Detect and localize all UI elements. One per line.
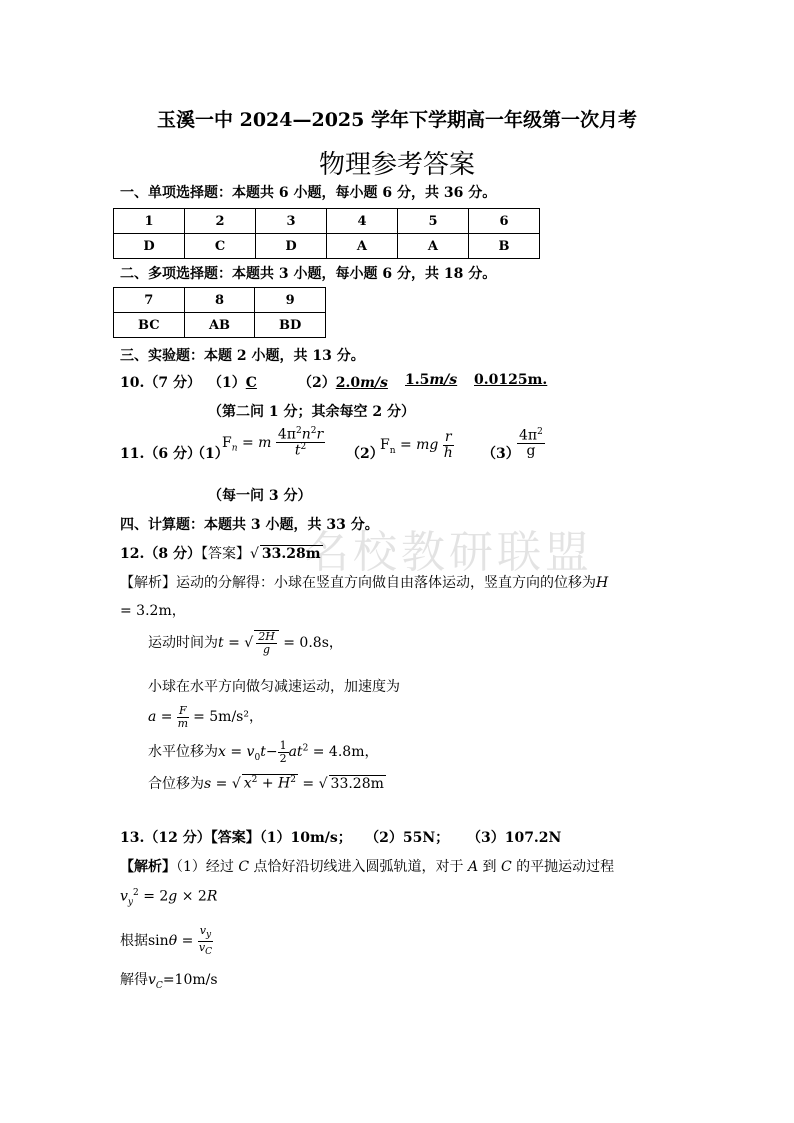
- table-cell: 2: [185, 209, 256, 234]
- q13-analysis-tag: 【解析】: [120, 859, 176, 875]
- q13-answer-tag: 【答案】: [210, 830, 260, 846]
- table-cell: AB: [184, 313, 255, 338]
- table-cell: 8: [184, 288, 255, 313]
- q12-disp-prefix: 水平位移为: [148, 744, 218, 761]
- q13-symbol-C2: C: [501, 859, 512, 875]
- q13-symbol-A: A: [467, 859, 479, 875]
- section2-answer-table: [113, 287, 326, 338]
- q10-answer2-value: 1.5: [405, 372, 430, 388]
- q12-answer-value: 33.28m: [261, 546, 321, 562]
- q13-answer1: （1）10m/s；: [259, 830, 352, 846]
- q10-part2-answer2: [405, 372, 457, 388]
- q11-fraction3: $\frac{4\pi^2}{g}$: [519, 427, 543, 460]
- section1-answer-table: [113, 208, 540, 259]
- q12-displacement-line: 水平位移为$x = v_0t-$ $\frac{1}{2}$ $at^2 = 4.8m$，: [148, 739, 379, 765]
- table-cell: 4: [326, 209, 397, 234]
- q10-part2-answer3: 0.0125m.: [474, 372, 548, 388]
- q13-text-d: 的平抛运动过程: [511, 859, 615, 875]
- q12-total-line: 合位移为s = √ $x^2 + H^2$ = √ 33.28m: [148, 775, 384, 792]
- section4-heading: 四、计算题：本题共 3 小题，共 33 分。: [120, 517, 379, 533]
- q10-part2-answer1: [336, 375, 388, 391]
- q10-part1-label: （1）: [208, 375, 246, 391]
- q13-equation2: 根据sinθ = $\frac{v_y}{v_C}$: [120, 924, 212, 957]
- q11-formula2: $F_n$ = mg $\frac{r}{h}$: [380, 429, 453, 461]
- q12-accel-result: = 5m/s²，: [193, 709, 263, 726]
- q13-solve-value: =10m/s: [162, 972, 218, 988]
- table-cell: 7: [114, 288, 185, 313]
- section3-heading: 三、实验题：本题 2 小题，共 13 分。: [120, 348, 365, 364]
- table-cell: 1: [114, 209, 185, 234]
- q10-answer1-unit: m/s: [360, 375, 388, 391]
- q13-text-c: 到: [478, 859, 502, 875]
- table-row: [114, 234, 540, 259]
- q12-disp-result: = 4.8m，: [312, 744, 379, 761]
- watermark: 名校教研联盟: [305, 527, 593, 578]
- table-cell: 5: [397, 209, 468, 234]
- table-cell: BC: [114, 313, 185, 338]
- q11-formula1: $F_n = m$ $\frac{4\pi^2n^2r}{t^2}$: [222, 426, 324, 459]
- q13-analysis-line1: [120, 856, 614, 876]
- table-row: [114, 288, 326, 313]
- q12-analysis-line1: [120, 572, 608, 592]
- q13-symbol-C: C: [238, 859, 250, 875]
- table-row: [114, 209, 540, 234]
- q12-symbol-H: H: [596, 575, 609, 591]
- table-cell: A: [397, 234, 468, 259]
- table-cell: A: [326, 234, 397, 259]
- q13-solution: 解得$v_C=10m/s$: [120, 972, 218, 991]
- q11-formula3: [517, 428, 545, 459]
- q12-time-result: = 0.8s，: [283, 635, 343, 652]
- table-cell: 9: [255, 288, 326, 313]
- q11-fraction2: $\frac{r}{h}$: [443, 429, 453, 461]
- q12-label: 12.（8 分）: [120, 546, 201, 562]
- q12-analysis-line2: = 3.2m，: [120, 603, 186, 619]
- table-cell: C: [185, 234, 256, 259]
- q13-basis-prefix: 根据: [120, 933, 148, 950]
- table-cell: D: [114, 234, 185, 259]
- q10-label: 10.（7 分）: [120, 375, 201, 391]
- table-cell: 3: [255, 209, 326, 234]
- q13-text-a: （1）经过: [176, 859, 239, 875]
- q10-part1: [208, 372, 257, 392]
- q10-part2: [298, 372, 388, 392]
- q11-part3-label: （3）: [482, 446, 520, 462]
- table-cell: BD: [255, 313, 326, 338]
- table-cell: B: [468, 234, 539, 259]
- q12-answer-tag: 【答案】: [200, 546, 250, 562]
- q12-total-prefix: 合位移为: [148, 776, 204, 792]
- q13-answer3: （3）107.2N: [466, 830, 562, 846]
- page-subtitle: 物理参考答案: [318, 150, 475, 180]
- q12-accel-line: a = $\frac{F}{m}$ = 5m/s²，: [148, 704, 263, 730]
- table-row: [114, 313, 326, 338]
- q13-equation1: $v_y^2 = 2g \times 2R$: [120, 888, 218, 908]
- q12-horizontal-line: 小球在水平方向做匀减速运动，加速度为: [148, 679, 400, 695]
- q13-label: 13.（12 分）: [120, 830, 211, 846]
- q12-analysis-tag: 【解析】: [120, 575, 176, 591]
- q10-part1-answer: C: [245, 375, 257, 391]
- q12-analysis-text: 运动的分解得：小球在竖直方向做自由落体运动，竖直方向的位移为: [176, 575, 596, 591]
- section1-heading: 一、单项选择题：本题共 6 小题，每小题 6 分，共 36 分。: [120, 185, 497, 201]
- q13-text-b: 点恰好沿切线进入圆弧轨道，对于: [249, 859, 468, 875]
- q10-scoring-note: （第二问 1 分；其余每空 2 分）: [208, 404, 415, 420]
- q11-part1-label: （1）: [191, 446, 229, 462]
- q12-time-line: 运动时间为t = √ $\frac{2H}{g}$ = 0.8s，: [148, 630, 343, 656]
- q10-answer2-unit: m/s: [429, 372, 458, 388]
- table-cell: D: [255, 234, 326, 259]
- table-cell: 6: [468, 209, 539, 234]
- q11-scoring-note: （每一问 3 分）: [208, 488, 312, 504]
- q13-answer2: （2）55N；: [365, 830, 450, 846]
- q10-part2-label: （2）: [298, 375, 336, 391]
- q13-solve-prefix: 解得: [120, 972, 148, 988]
- page-title: 玉溪一中 2024—2025 学年下学期高一年级第一次月考: [157, 109, 637, 131]
- q11-fraction1: $\frac{4\pi^2n^2r}{t^2}$: [277, 426, 324, 459]
- q13-answer-line: [120, 827, 561, 847]
- q12-answer-line: 12.（8 分）【答案】√ 33.28m: [120, 546, 321, 562]
- q10-answer1-value: 2.0: [335, 375, 361, 391]
- q12-time-prefix: 运动时间为: [148, 635, 218, 652]
- q11-part2-label: （2）: [346, 446, 384, 462]
- q11-label: 11.（6 分）: [120, 446, 201, 462]
- section2-heading: 二、多项选择题：本题共 3 小题，每小题 6 分，共 18 分。: [120, 266, 497, 282]
- q12-total-result: 33.28m: [330, 776, 384, 792]
